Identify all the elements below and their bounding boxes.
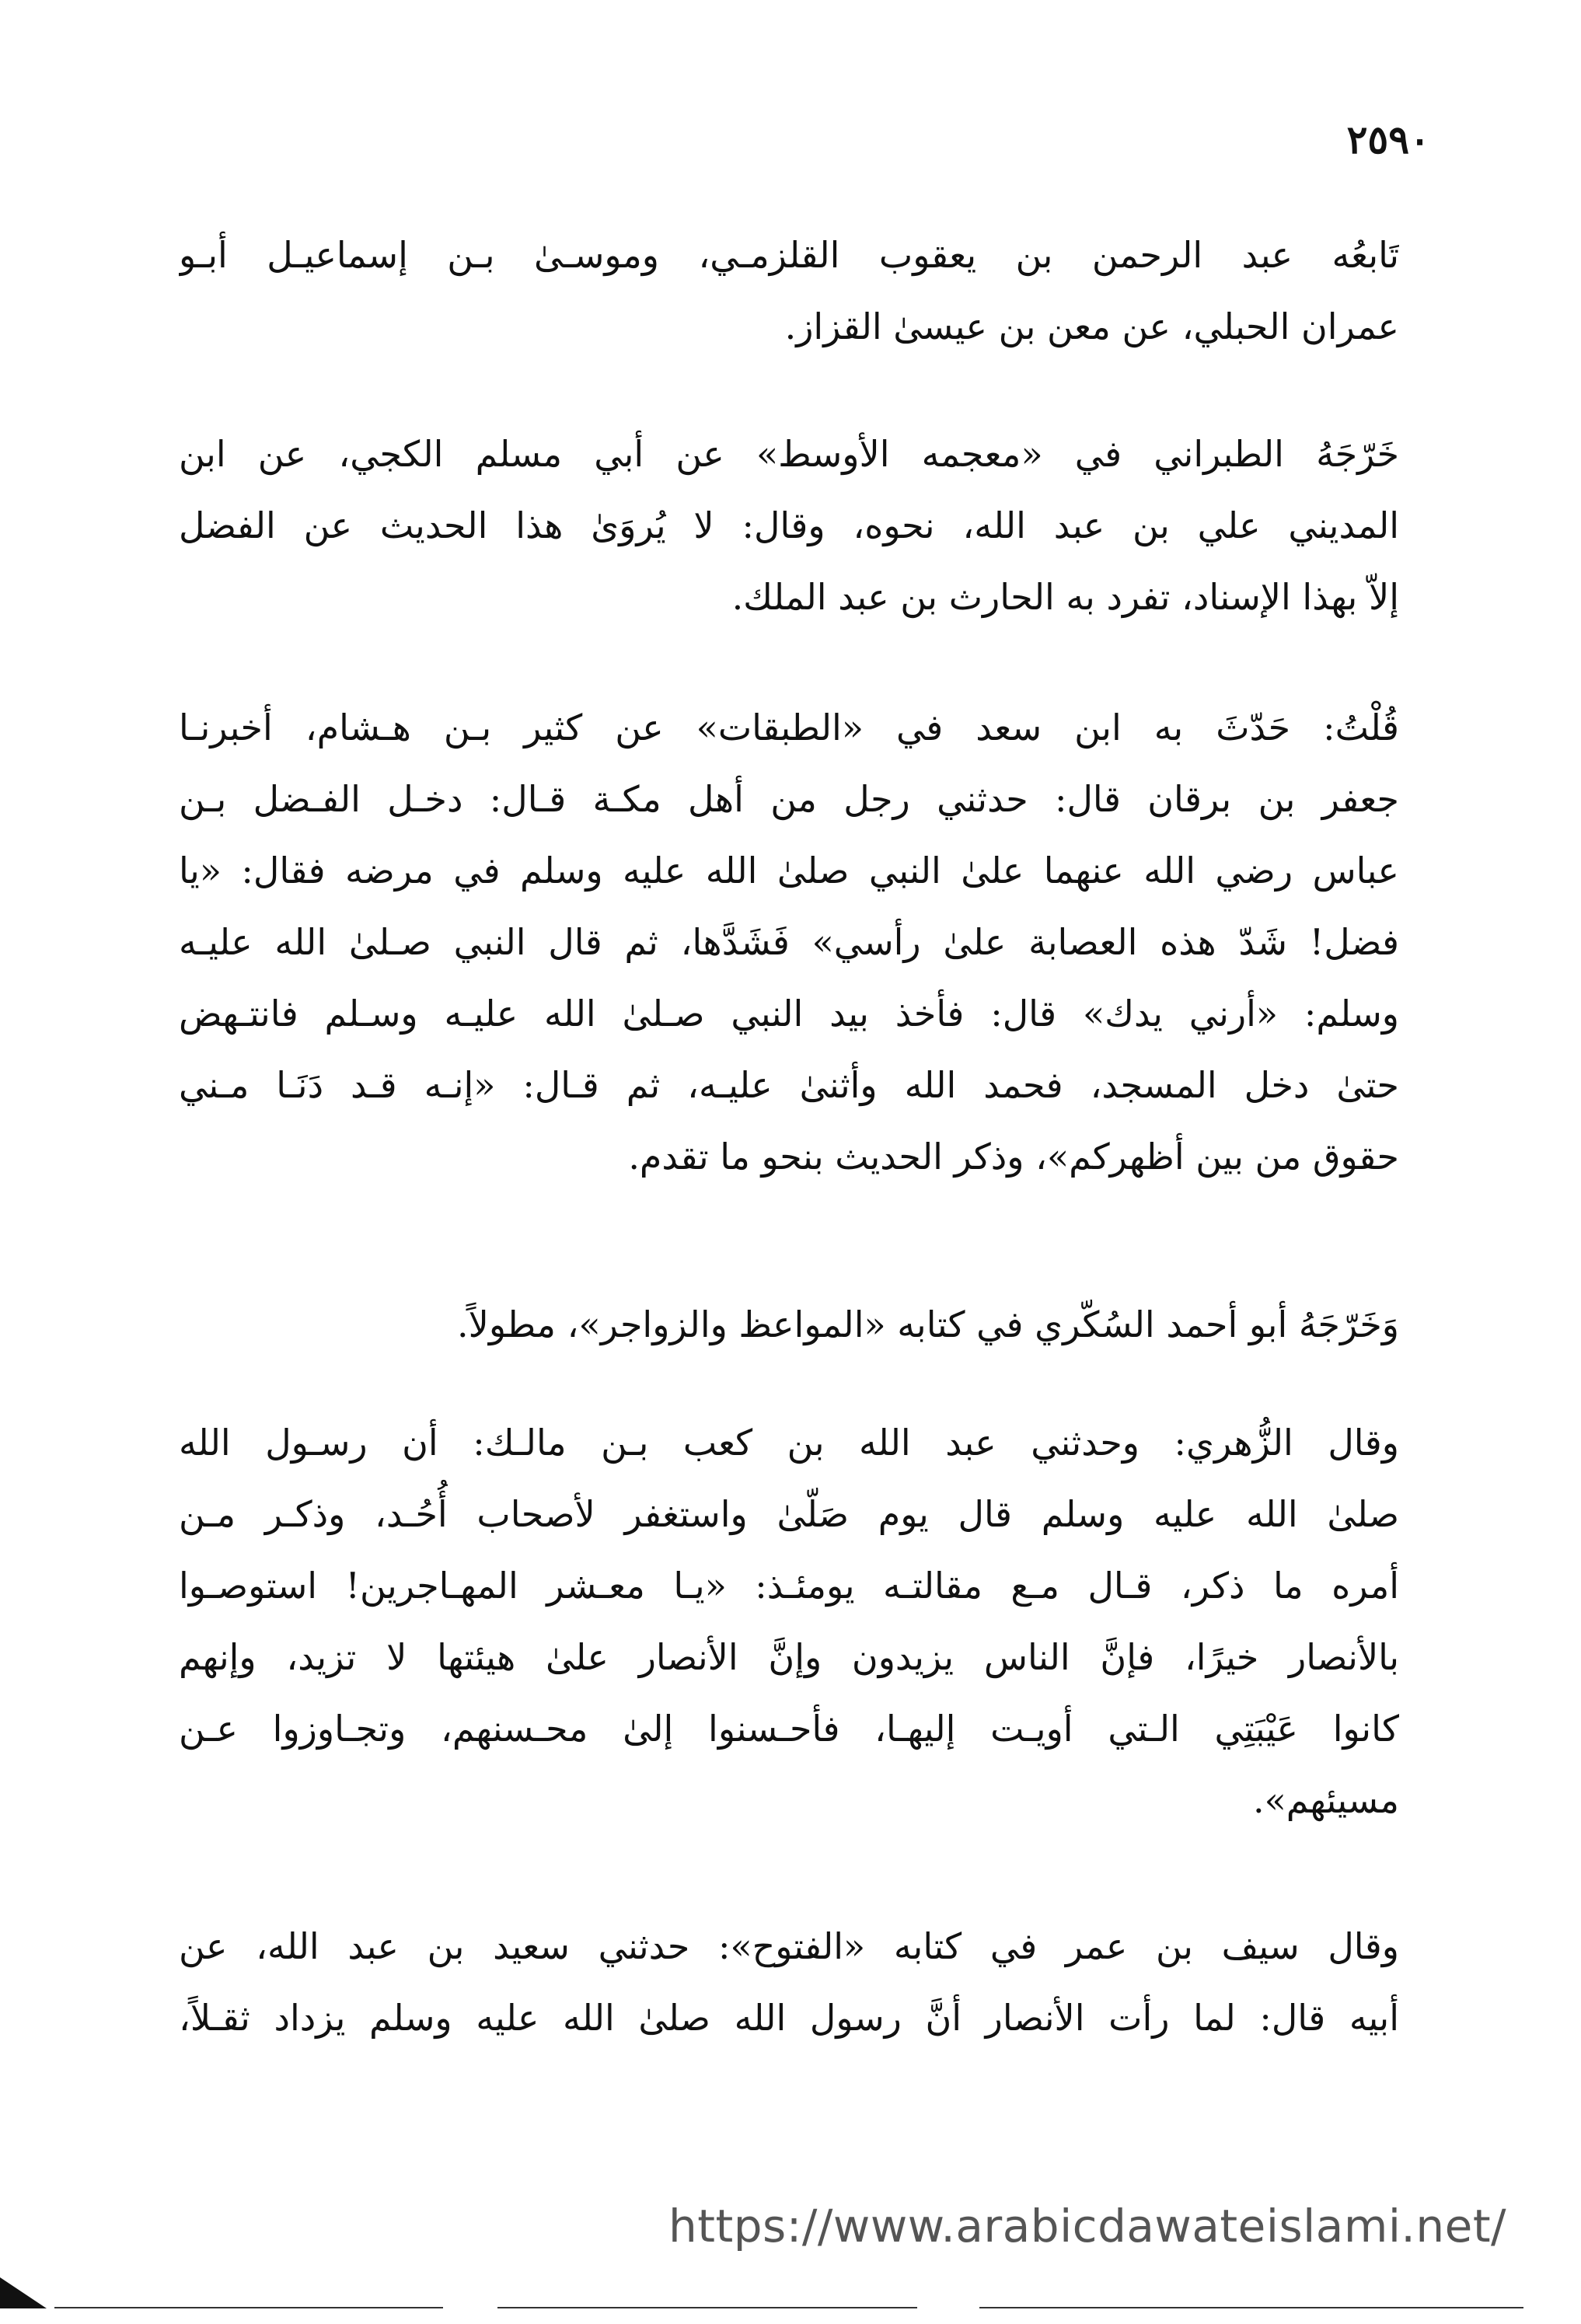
text-line: وقال الزُّهري: وحدثني عبد الله بن كعب بـن مالـك: أن رسـول الله <box>179 1422 1399 1464</box>
text-line: بالأنصار خيرًا، فإنَّ الناس يزيدون وإنَّ الأنصار علىٰ هيئتها لا تزيد، وإنهم <box>179 1636 1399 1678</box>
text-line: مسيئهم». <box>1252 1779 1399 1821</box>
text-line: وقال سيف بن عمر في كتابه «الفتوح»: حدثني سعيد بن عبد الله، عن <box>179 1925 1399 1967</box>
bottom-rule <box>54 2307 443 2308</box>
paragraph-2 <box>179 418 1399 633</box>
bottom-rule <box>979 2307 1523 2308</box>
paragraph-6 <box>179 1910 1399 2054</box>
watermark-url: https://www.arabicdawateislami.net/ <box>668 2200 1507 2252</box>
text-line: كانوا عَيْبَتِي الـتي أويـت إليهـا، فأحـسنوا إلىٰ محـسنهم، وتجـاوزوا عـن <box>179 1708 1399 1750</box>
text-line: قُلْتُ: حَدّثَ به ابن سعد في «الطبقات» عن كثير بـن هـشام، أخبرنـا <box>179 707 1399 748</box>
text-line: وسلم: «أرني يدك» قال: فأخذ بيد النبي صـلىٰ الله عليـه وسـلم فانتـهض <box>179 993 1399 1035</box>
text-line: جعفر بن برقان قال: حدثني رجل من أهل مكـة قـال: دخـل الفـضل بـن <box>179 778 1399 820</box>
paragraph-3 <box>179 692 1399 1192</box>
text-line: المديني علي بن عبد الله، نحوه، وقال: لا يُروَىٰ هذا الحديث عن الفضل <box>179 504 1399 546</box>
paragraph-1 <box>179 219 1399 362</box>
text-line: صلىٰ الله عليه وسلم قال يوم صَلّىٰ واستغفر لأصحاب أُحُـد، وذكـر مـن <box>179 1493 1399 1535</box>
page-number: ٢٥٩٠ <box>1346 117 1430 162</box>
text-line: أمره ما ذكر، قـال مـع مقالتـه يومئـذ: «يـا معـشر المهـاجرين! استوصـوا <box>179 1565 1399 1607</box>
text-line: تَابعُه عبد الرحمن بن يعقوب القلزمـي، وموسـىٰ بـن إسماعيـل أبـو <box>179 234 1399 276</box>
text-line: إلاّ بهذا الإسناد، تفرد به الحارث بن عبد الملك. <box>731 576 1399 618</box>
paragraph-4 <box>179 1289 1399 1360</box>
corner-mark <box>0 2277 47 2308</box>
text-line: خَرّجَهُ الطبراني في «معجمه الأوسط» عن أبي مسلم الكجي، عن ابن <box>179 433 1399 475</box>
text-line: حقوق من بين أظهركم»، وذكر الحديث بنحو ما تقدم. <box>628 1136 1399 1178</box>
text-line: وَخَرّجَهُ أبو أحمد السُكّري في كتابه «المواعظ والزواجر»، مطولاً. <box>457 1303 1399 1345</box>
bottom-rule <box>497 2307 917 2308</box>
text-line: عمران الحبلي، عن معن بن عيسىٰ القزاز. <box>784 305 1399 347</box>
text-line: أبيه قال: لما رأت الأنصار أنَّ رسول الله صلىٰ الله عليه وسلم يزداد ثقـلاً، <box>179 1997 1399 2039</box>
text-line: فضل! شَدّ هذه العصابة علىٰ رأسي» فَشَدَّها، ثم قال النبي صـلىٰ الله عليـه <box>179 921 1399 963</box>
paragraph-5 <box>179 1407 1399 1836</box>
text-line: حتىٰ دخل المسجد، فحمد الله وأثنىٰ عليـه، ثم قـال: «إنـه قـد دَنَـا مـني <box>179 1064 1399 1106</box>
text-line: عباس رضي الله عنهما علىٰ النبي صلىٰ الله عليه وسلم في مرضه فقال: «يا <box>179 850 1399 892</box>
